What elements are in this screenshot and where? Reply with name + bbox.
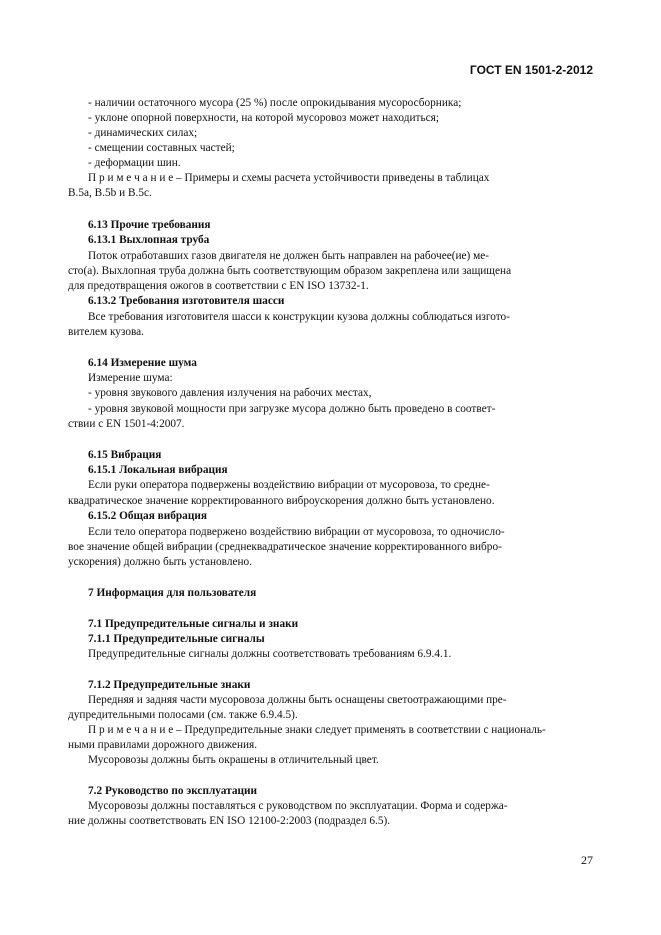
subsection-heading: 6.13.1 Выхлопная труба xyxy=(88,234,210,246)
section-heading: 6.14 Измерение шума xyxy=(88,357,197,369)
paragraph-line: Поток отработавших газов двигателя не должен быть направлен на рабочее(ие) ме- xyxy=(88,250,490,262)
note-paragraph xyxy=(88,171,489,186)
paragraph-line: квадратическое значение корректированного виброускорения должно быть установлено. xyxy=(68,495,495,507)
subsection-heading: 7.1.1 Предупредительные сигналы xyxy=(88,633,265,645)
section-heading: 7 Информация для пользователя xyxy=(88,587,257,599)
subsection-heading: 6.15.1 Локальная вибрация xyxy=(88,464,228,476)
subsection-heading: 7.1 Предупредительные сигналы и знаки xyxy=(88,618,299,630)
section-heading: 6.13 Прочие требования xyxy=(88,219,211,231)
note-label: П р и м е ч а н и е xyxy=(88,724,174,736)
list-item: - уровня звуковой мощности при загрузке мусора должно быть проведено в соответ- xyxy=(88,403,496,415)
note-continuation: В.5а, В.5b и В.5с. xyxy=(68,187,152,199)
paragraph-line: сто(а). Выхлопная труба должна быть соответствующим образом закреплена или защищена xyxy=(68,265,512,277)
list-item: - уклоне опорной поверхности, на которой мусоровоз может находиться; xyxy=(88,112,439,124)
subsection-heading: 6.15.2 Общая вибрация xyxy=(88,510,207,522)
paragraph-line: Мусоровозы должны быть окрашены в отличительный цвет. xyxy=(88,754,379,766)
paragraph-line: ускорения) должно быть установлено. xyxy=(68,556,253,568)
page-number: 27 xyxy=(581,853,593,867)
subsection-heading: 6.13.2 Требования изготовителя шасси xyxy=(88,295,285,307)
paragraph-line: Предупредительные сигналы должны соответствовать требованиям 6.9.4.1. xyxy=(88,648,452,660)
list-item: - наличии остаточного мусора (25 %) после опрокидывания мусоросборника; xyxy=(88,97,462,109)
paragraph-line: Если тело оператора подвержено воздействию вибрации от мусоровоза, то одночисло- xyxy=(88,526,505,538)
section-heading: 6.15 Вибрация xyxy=(88,449,162,461)
paragraph-line: Если руки оператора подвержены воздействию вибрации от мусоровоза, то средне- xyxy=(88,479,490,491)
document-header: ГОСТ EN 1501-2-2012 xyxy=(469,63,593,77)
subsection-heading: 7.2 Руководство по эксплуатации xyxy=(88,785,258,797)
note-label: П р и м е ч а н и е xyxy=(88,172,174,184)
paragraph-line: вое значение общей вибрации (среднеквадратическое значение корректированного вибро- xyxy=(68,541,502,553)
note-text: – Примеры и схемы расчета устойчивости приведены в таблицах xyxy=(173,172,490,184)
list-item: - смещении составных частей; xyxy=(88,142,235,154)
paragraph-line: ние должны соответствовать EN ISO 12100-2:2003 (подраздел 6.5). xyxy=(68,815,391,827)
paragraph-line: дупредительными полосами (см. также 6.9.4.5). xyxy=(68,709,298,721)
paragraph-line: Измерение шума: xyxy=(88,372,173,384)
paragraph-line: Передняя и задняя части мусоровоза должны быть оснащены светоотражающими пре- xyxy=(88,694,507,706)
paragraph-line: Все требования изготовителя шасси к конструкции кузова должны соблюдаться изгото- xyxy=(88,311,510,323)
paragraph-line: ствии с EN 1501-4:2007. xyxy=(68,418,185,430)
subsection-heading: 7.1.2 Предупредительные знаки xyxy=(88,679,251,691)
note-paragraph xyxy=(88,723,546,738)
list-item: - уровня звукового давления излучения на рабочих местах, xyxy=(88,387,372,399)
paragraph-line: для предотвращения ожогов в соответствии с EN ISO 13732-1. xyxy=(68,280,369,292)
list-item: - динамических силах; xyxy=(88,127,198,139)
paragraph-line: вителем кузова. xyxy=(68,326,145,338)
paragraph-line: Мусоровозы должны поставляться с руководством по эксплуатации. Форма и содержа- xyxy=(88,800,508,812)
note-continuation: ными правилами дорожного движения. xyxy=(68,739,258,751)
note-text: – Предупредительные знаки следует применять в соответствии с националь- xyxy=(173,724,546,736)
list-item: - деформации шин. xyxy=(88,157,181,169)
